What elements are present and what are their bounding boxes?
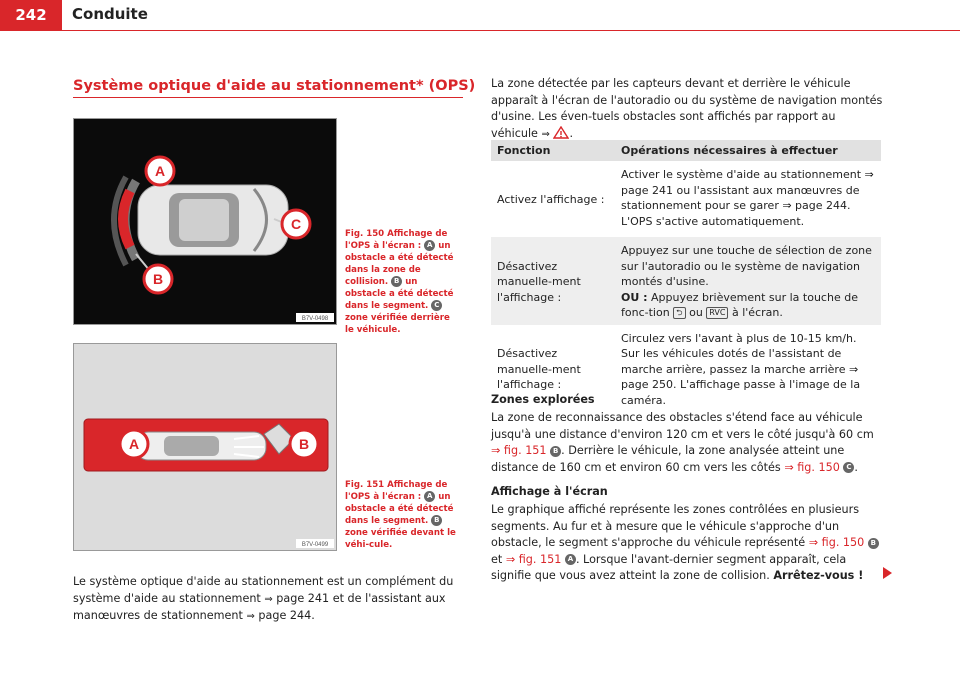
next-page-arrow-icon[interactable]: [883, 567, 892, 579]
back-key-icon: ⮌: [673, 307, 685, 319]
figure-150: [73, 118, 337, 325]
table-cell-operation: [615, 237, 881, 325]
op-text-1: Appuyez sur une touche de sélection de zone sur l'autoradio ou le système de navigation montés d'usine.: [621, 244, 872, 288]
page-number: 242: [0, 0, 62, 30]
fig150-label-c: C: [290, 216, 302, 232]
fig151-caption-b: zone vérifiée devant le véhi-cule.: [345, 528, 456, 550]
fig150-ref: B7V-0498: [301, 316, 329, 322]
table-row: [491, 237, 881, 325]
zones-text-3: .: [854, 460, 858, 474]
table-cell-operation: Activer le système d'aide au stationnement ⇒ page 241 ou l'assistant aux manœuvres de stationnement pour se garer ⇒ page 244. L'OPS s'active automatiquement.: [621, 168, 874, 228]
figure-151: [73, 343, 337, 551]
table-header-row: [491, 140, 881, 161]
screen-paragraph: [491, 502, 883, 585]
table-cell-operation: Circulez vers l'avant à plus de 10-15 km/h. Sur les véhicules dotés de l'assistant de marche arrière, passez la marche arrière ⇒ page 250. L'affichage passe à l'image de la caméra.: [621, 331, 861, 407]
intro-text: La zone détectée par les capteurs devant et derrière le véhicule apparaît à l'écran de l'autoradio ou du système de navigation montés d'usine. Les éven-tuels obstacles sont affichés par rapport au véhicule: [491, 77, 883, 140]
header-rule: [0, 30, 960, 31]
table-row: [491, 161, 881, 237]
section-title: Système optique d'aide au stationnement* (OPS): [73, 78, 476, 94]
op-text-or: ou: [685, 306, 707, 319]
warning-icon: [553, 126, 569, 139]
table-cell-function: Désactivez manuelle-ment l'affichage :: [491, 237, 615, 325]
screen-text-and: et: [491, 552, 506, 566]
screen-text-2: . Lorsque l'avant-dernier segment apparaît, cela signifie que vous avez atteint la zone de collision.: [491, 552, 847, 583]
op-or-label: OU :: [621, 290, 648, 304]
fig150-label-a: A: [154, 163, 166, 179]
fig151-caption-title: Fig. 151 Affichage de l'OPS à l'écran :: [345, 480, 448, 502]
zones-heading: Zones explorées: [491, 393, 595, 406]
zones-badge-c: C: [843, 462, 854, 473]
left-para-text-2: page 241 et de l'assistant aux manœuvres de stationnement: [73, 591, 446, 623]
fig-ref-link[interactable]: ⇒ fig. 150: [808, 536, 865, 550]
fig151-label-a: A: [128, 436, 140, 452]
table-header-operations: Opérations nécessaires à effectuer: [615, 140, 881, 161]
intro-end: .: [569, 126, 574, 140]
fig-ref-link[interactable]: ⇒ fig. 151: [491, 444, 547, 458]
fig151-caption: [345, 479, 460, 551]
fig150-label-b: B: [152, 271, 164, 287]
arrow-ref: ⇒: [264, 593, 273, 605]
stop-warning: Arrêtez-vous !: [773, 569, 864, 583]
screen-badge-a: A: [565, 554, 576, 565]
section-title-rule: [73, 97, 463, 98]
fig-ref-link[interactable]: ⇒ fig. 150: [784, 460, 840, 474]
fig150-badge-c: C: [431, 300, 442, 311]
fig150-caption-c: zone vérifiée derrière le véhicule.: [345, 313, 450, 335]
fig150-caption-b: un obstacle a été détecté dans le segment.: [345, 277, 454, 311]
fig151-caption-a: un obstacle a été détecté dans le segment.: [345, 492, 454, 526]
zones-badge-b: B: [550, 446, 561, 457]
zones-text-2: . Derrière le véhicule, la zone analysée atteint une distance de 160 cm et environ 60 cm vers les côtés: [491, 444, 845, 474]
table-cell-function: Activez l'affichage :: [497, 193, 605, 207]
zones-text-1: La zone de reconnaissance des obstacles s'étend face au véhicule jusqu'à une distance d'environ 120 cm et vers le côté jusqu'à 60 cm: [491, 411, 874, 441]
fig150-caption: [345, 228, 460, 336]
left-para-text-3: page 244.: [254, 609, 315, 623]
fig151-badge-b: B: [431, 515, 442, 526]
fig-ref-link[interactable]: ⇒ fig. 151: [505, 552, 562, 566]
fig150-caption-a: un obstacle a été détecté dans la zone de collision.: [345, 241, 454, 287]
op-text-3: à l'écran.: [728, 306, 783, 319]
table-cell-function: Désactivez manuelle-ment l'affichage :: [497, 347, 581, 391]
operations-table: [491, 140, 881, 412]
ops-front-illustration: [74, 344, 336, 550]
fig151-ref: B7V-0499: [301, 542, 329, 548]
screen-text-1: Le graphique affiché représente les zones contrôlées en plusieurs segments. Au fur et à mesure que le véhicule s'approche d'un obstacle, le segment s'approche du véhicule représenté: [491, 503, 860, 550]
fig150-badge-a: A: [424, 240, 435, 251]
chapter-title: Conduite: [72, 5, 148, 23]
table-header-function: Fonction: [491, 140, 615, 161]
zones-paragraph: [491, 410, 883, 476]
screen-badge-b: B: [868, 538, 879, 549]
arrow-ref: ⇒: [541, 128, 550, 140]
fig150-badge-b: B: [391, 276, 402, 287]
ops-rear-illustration: [74, 119, 336, 324]
screen-heading: Affichage à l'écran: [491, 485, 608, 498]
fig151-badge-a: A: [424, 491, 435, 502]
op-text-2: Appuyez brièvement sur la touche de fonc-tion: [621, 290, 858, 319]
fig150-caption-title: Fig. 150 Affichage de l'OPS à l'écran :: [345, 229, 448, 251]
intro-paragraph-left: [73, 574, 463, 626]
arrow-ref: ⇒: [246, 611, 255, 623]
fig151-label-b: B: [298, 436, 310, 452]
left-para-text-1: Le système optique d'aide au stationnement est un complément du système d'aide au stationnement: [73, 575, 454, 605]
rvc-key: RVC: [706, 307, 728, 319]
intro-paragraph-right: [491, 76, 883, 143]
